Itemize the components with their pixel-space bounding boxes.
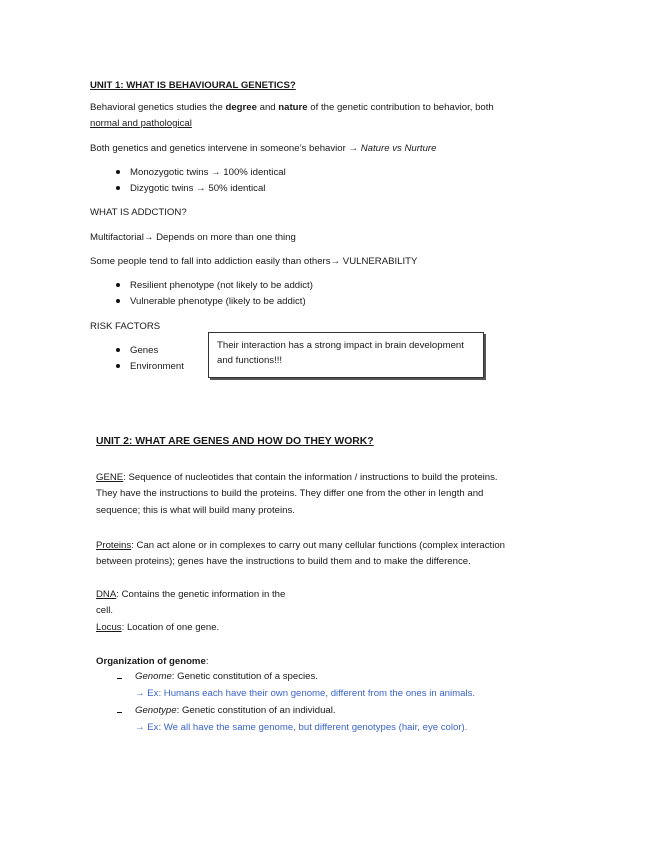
locus-term: Locus bbox=[96, 622, 122, 633]
intro-text-c: of the genetic contribution to behavior, both bbox=[307, 102, 494, 113]
intro-text-b: and bbox=[256, 102, 279, 113]
genotype-term: Genotype bbox=[135, 705, 177, 716]
bullet-icon bbox=[116, 186, 120, 190]
nature-nurture-text: Both genetics and genetics intervene in someone’s behavior → bbox=[90, 143, 361, 154]
risk-item-genes: Genes bbox=[130, 345, 159, 356]
genome-term: Genome bbox=[135, 671, 172, 682]
risk-item-environment: Environment bbox=[130, 361, 184, 372]
unit1-heading: UNIT 1: WHAT IS BEHAVIOURAL GENETICS? bbox=[90, 80, 296, 91]
callout-text: Their interaction has a strong impact in brain development and functions!!! bbox=[217, 340, 464, 366]
bullet-icon bbox=[116, 299, 120, 303]
intro-nature: nature bbox=[278, 102, 308, 113]
bullet-icon bbox=[116, 348, 120, 352]
locus-definition: : Location of one gene. bbox=[121, 622, 220, 633]
organization-heading-colon: : bbox=[205, 656, 209, 667]
dna-definition: : Contains the genetic information in the bbox=[116, 589, 286, 600]
dash-icon bbox=[117, 678, 122, 679]
proteins-line-2: between proteins); genes have the instructions to build them and to make the difference. bbox=[96, 556, 471, 567]
proteins-definition: : Can act alone or in complexes to carry out many cellular functions (complex interaction bbox=[131, 540, 505, 551]
twins-item-1: Monozygotic twins → 100% identical bbox=[130, 167, 286, 178]
genotype-line bbox=[135, 705, 336, 716]
proteins-term: Proteins bbox=[96, 540, 132, 551]
multifactorial-line: Multifactorial→ Depends on more than one thing bbox=[90, 232, 296, 243]
intro-degree: degree bbox=[225, 102, 257, 113]
unit1-intro-line2: normal and pathological bbox=[90, 118, 192, 129]
dna-line-1 bbox=[96, 589, 285, 600]
phenotype-item-2: Vulnerable phenotype (likely to be addict) bbox=[130, 296, 306, 307]
genome-definition: : Genetic constitution of a species. bbox=[171, 671, 318, 682]
callout-box bbox=[208, 332, 484, 378]
genome-line bbox=[135, 671, 318, 682]
gene-line-2: They have the instructions to build the proteins. They differ one from the other in length and bbox=[96, 488, 484, 499]
gene-line-1 bbox=[96, 472, 498, 483]
dna-term: DNA bbox=[96, 589, 117, 600]
dna-line-2: cell. bbox=[96, 605, 114, 616]
organization-heading-text: Organization of genome bbox=[96, 656, 206, 667]
locus-line bbox=[96, 622, 219, 633]
gene-definition: : Sequence of nucleotides that contain the information / instructions to build the proteins. bbox=[123, 472, 498, 483]
bullet-icon bbox=[116, 283, 120, 287]
unit1-intro-line1 bbox=[90, 102, 494, 113]
bullet-icon bbox=[116, 170, 120, 174]
organization-heading bbox=[96, 656, 208, 667]
risk-factors-heading: RISK FACTORS bbox=[90, 321, 161, 332]
bullet-icon bbox=[116, 364, 120, 368]
addiction-heading: WHAT IS ADDCTION? bbox=[90, 207, 187, 218]
unit2-heading: UNIT 2: WHAT ARE GENES AND HOW DO THEY WORK? bbox=[96, 436, 374, 447]
nature-nurture-italic: Nature vs Nurture bbox=[360, 143, 437, 154]
phenotype-item-1: Resilient phenotype (not likely to be addict) bbox=[130, 280, 313, 291]
genotype-example: → Ex: We all have the same genome, but different genotypes (hair, eye color). bbox=[135, 722, 468, 733]
gene-term: GENE bbox=[96, 472, 124, 483]
nature-nurture-line bbox=[90, 143, 436, 154]
vulnerability-line: Some people tend to fall into addiction easily than others→ VULNERABILITY bbox=[90, 256, 418, 267]
gene-line-3: sequence; this is what will build many proteins. bbox=[96, 505, 295, 516]
twins-item-2: Dizygotic twins → 50% identical bbox=[130, 183, 266, 194]
dash-icon bbox=[117, 712, 122, 713]
genotype-definition: : Genetic constitution of an individual. bbox=[176, 705, 336, 716]
genome-example: → Ex: Humans each have their own genome, different from the ones in animals. bbox=[135, 688, 476, 699]
proteins-line-1 bbox=[96, 540, 505, 551]
intro-text-a: Behavioral genetics studies the bbox=[90, 102, 226, 113]
